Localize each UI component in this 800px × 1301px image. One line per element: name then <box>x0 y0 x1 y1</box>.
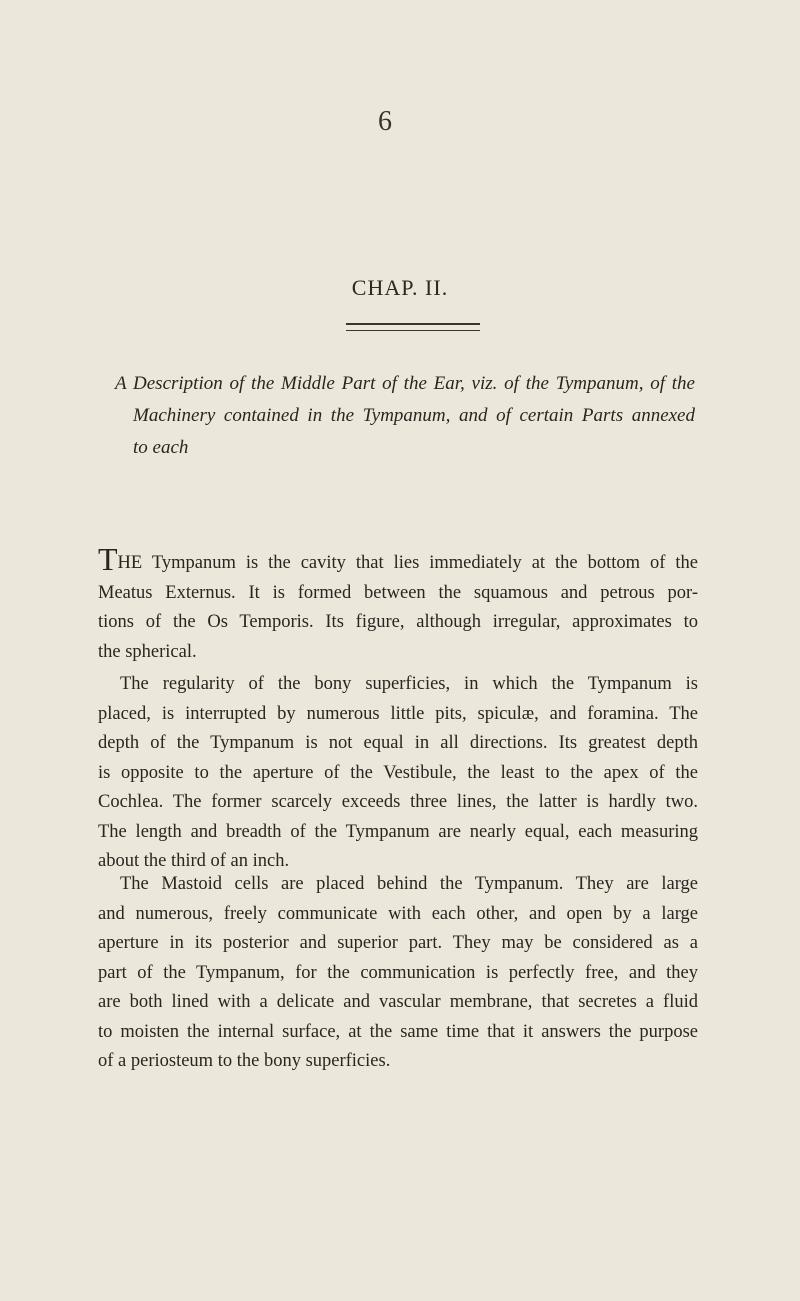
paragraph-3 <box>98 870 698 1077</box>
paragraph-line: tions of the Os Temporis. Its figure, although irregular, approximates to <box>98 612 698 632</box>
paragraph-line: The length and breadth of the Tympanum are nearly equal, each measuring <box>98 821 698 842</box>
chapter-heading: CHAP. II. <box>351 275 449 300</box>
paragraph-line: and numerous, freely communicate with each other, and open by a large <box>98 903 698 924</box>
paragraph-line: Meatus Externus. It is formed between the squamous and petrous por- <box>98 582 698 603</box>
paragraph-line-text: HE Tympanum is the cavity that lies immediately at the bottom of the <box>117 553 698 573</box>
paragraph-1 <box>98 543 698 667</box>
chapter-subtitle <box>115 368 695 464</box>
paragraph-line: is opposite to the aperture of the Vestibule, the least to the apex of the <box>98 762 698 783</box>
subtitle-line: Machinery contained in the Tympanum, and of certain Parts annexed <box>133 405 695 426</box>
paragraph-line: placed, is interrupted by numerous little pits, spiculæ, and foramina. The <box>98 703 698 724</box>
paragraph-line: part of the Tympanum, for the communication is perfectly free, and they <box>98 962 698 983</box>
paragraph-2 <box>98 670 698 877</box>
paragraph-line: are both lined with a delicate and vascular membrane, that secretes a fluid <box>98 992 698 1012</box>
paragraph-line: the spherical. <box>98 641 197 662</box>
paragraph-line: of a periosteum to the bony superficies. <box>98 1051 391 1071</box>
subtitle-line: to each <box>133 437 189 458</box>
paragraph-line: about the third of an inch. <box>98 851 290 871</box>
paragraph-line: aperture in its posterior and superior part. They may be considered as a <box>98 933 698 953</box>
paragraph-line: The Mastoid cells are placed behind the Tympanum. They are large <box>120 874 698 894</box>
page-number: 6 <box>378 106 392 137</box>
paragraph-line <box>98 543 698 579</box>
subtitle-line: A Description of the Middle Part of the Ear, viz. of the Tympanum, of the <box>115 373 695 394</box>
paragraph-line: to moisten the internal surface, at the same time that it answers the purpose <box>98 1021 698 1042</box>
drop-cap: T <box>98 541 118 577</box>
chapter-rule-divider <box>346 323 480 331</box>
paragraph-line: The regularity of the bony superficies, in which the Tympanum is <box>120 674 698 694</box>
paragraph-line: Cochlea. The former scarcely exceeds three lines, the latter is hardly two. <box>98 792 698 812</box>
paragraph-line: depth of the Tympanum is not equal in all directions. Its greatest depth <box>98 733 698 753</box>
